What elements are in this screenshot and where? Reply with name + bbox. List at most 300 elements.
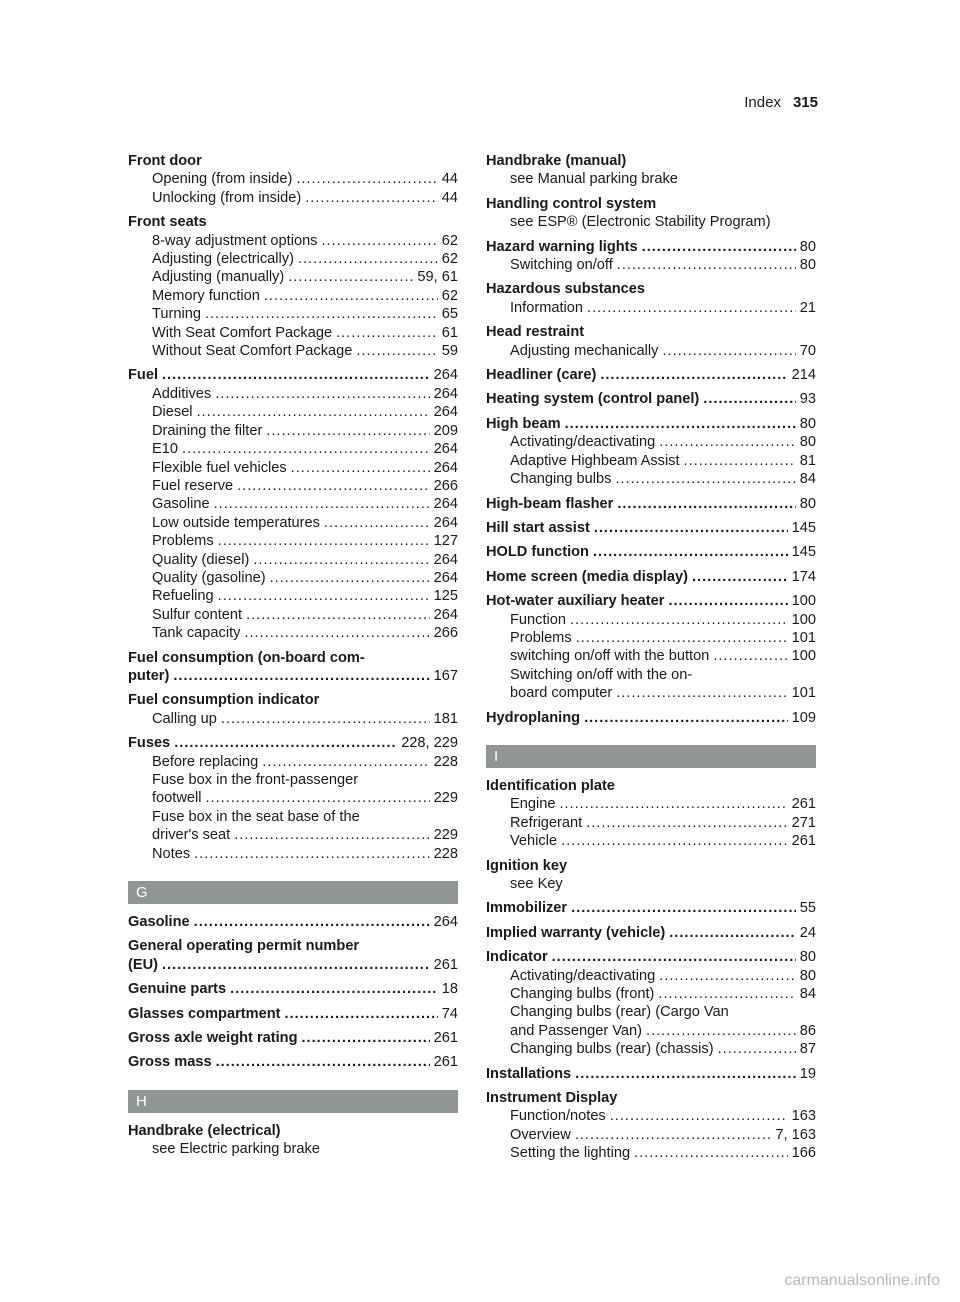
page-reference-link[interactable]: 44 bbox=[441, 189, 458, 206]
index-subentry bbox=[486, 875, 816, 893]
index-subentry bbox=[486, 470, 816, 488]
entry-term: 8-way adjustment options bbox=[152, 232, 318, 249]
dot-leader bbox=[669, 924, 796, 942]
page-reference-link[interactable]: 80 bbox=[799, 434, 816, 451]
dot-leader bbox=[253, 551, 429, 569]
dot-leader bbox=[216, 1053, 430, 1071]
entry-term: Setting the lighting bbox=[510, 1145, 631, 1162]
page-reference-link[interactable]: 167 bbox=[433, 667, 458, 684]
page-reference-link[interactable]: 80 bbox=[799, 238, 816, 255]
page-reference-link[interactable]: 228 bbox=[433, 753, 458, 770]
page-reference-link[interactable]: 93 bbox=[799, 391, 816, 408]
index-subentry bbox=[486, 629, 816, 647]
entry-term: Refueling bbox=[152, 588, 214, 605]
entry-term: High-beam flasher bbox=[486, 495, 614, 512]
index-subentry bbox=[128, 403, 458, 421]
index-entry bbox=[486, 390, 816, 408]
index-subentry bbox=[128, 624, 458, 642]
page-reference-link[interactable]: 80 bbox=[799, 495, 816, 512]
page-reference-link[interactable]: 80 bbox=[799, 949, 816, 966]
dot-leader bbox=[615, 470, 795, 488]
dot-leader bbox=[594, 519, 788, 537]
page-reference-link[interactable]: 181 bbox=[433, 710, 458, 727]
entry-term: Adjusting (manually) bbox=[152, 269, 285, 286]
entry-term: Gasoline bbox=[152, 496, 210, 513]
entry-term: Calling up bbox=[152, 710, 217, 727]
dot-leader bbox=[218, 587, 430, 605]
page-reference-link[interactable]: 264 bbox=[433, 404, 458, 421]
index-subentry bbox=[128, 789, 458, 807]
index-subentry bbox=[486, 256, 816, 274]
entry-term: Turning bbox=[152, 306, 201, 323]
dot-leader bbox=[616, 684, 787, 702]
page-reference-link[interactable]: 80 bbox=[799, 257, 816, 274]
page-reference-link[interactable]: 214 bbox=[791, 367, 816, 384]
dot-leader bbox=[205, 789, 429, 807]
dot-leader bbox=[234, 826, 429, 844]
dot-leader bbox=[552, 948, 796, 966]
page-reference-link[interactable]: 65 bbox=[441, 306, 458, 323]
index-entry bbox=[486, 152, 816, 170]
page-reference-link[interactable]: 7, 163 bbox=[775, 1126, 816, 1143]
entry-term: Activating/deactivating bbox=[510, 434, 656, 451]
index-entry bbox=[128, 1053, 458, 1071]
page-reference-link[interactable]: 81 bbox=[799, 452, 816, 469]
index-entry bbox=[128, 1122, 458, 1140]
dot-leader bbox=[205, 305, 438, 323]
entry-term: Installations bbox=[486, 1065, 572, 1082]
entry-term: Notes bbox=[152, 845, 191, 862]
dot-leader bbox=[194, 913, 430, 931]
index-subentry bbox=[128, 753, 458, 771]
page-reference-link[interactable]: 100 bbox=[791, 611, 816, 628]
entry-term: Handling control system bbox=[486, 195, 657, 212]
entry-term: Changing bulbs (rear) (chassis) bbox=[510, 1041, 714, 1058]
entry-term: driver's seat bbox=[152, 827, 231, 844]
page-reference-link[interactable]: 264 bbox=[433, 441, 458, 458]
index-entry bbox=[486, 568, 816, 586]
dot-leader bbox=[356, 342, 437, 360]
entry-term: Ignition key bbox=[486, 857, 568, 874]
index-subentry bbox=[486, 967, 816, 985]
entry-term: Diesel bbox=[152, 404, 193, 421]
page-header bbox=[744, 94, 818, 111]
page-reference-link[interactable]: 101 bbox=[791, 629, 816, 646]
index-entry bbox=[486, 415, 816, 433]
page-reference-link[interactable]: 228, 229 bbox=[401, 735, 458, 752]
entry-term: Fuel consumption indicator bbox=[128, 692, 320, 709]
entry-term: Information bbox=[510, 299, 584, 316]
index-subentry bbox=[128, 305, 458, 323]
entry-term: Unlocking (from inside) bbox=[152, 189, 302, 206]
entry-term: Gasoline bbox=[128, 914, 190, 931]
entry-term: see Manual parking brake bbox=[510, 171, 678, 188]
entry-term: Low outside temperatures bbox=[152, 514, 320, 531]
index-subentry bbox=[128, 170, 458, 188]
index-subentry bbox=[128, 287, 458, 305]
entry-term: Switching on/off with the on- bbox=[510, 666, 693, 683]
entry-term: Adaptive Highbeam Assist bbox=[510, 452, 680, 469]
dot-leader bbox=[561, 832, 788, 850]
dot-leader bbox=[291, 459, 430, 477]
dot-leader bbox=[194, 845, 430, 863]
index-entry bbox=[486, 323, 816, 341]
page-reference-link[interactable]: 24 bbox=[799, 924, 816, 941]
header-section-label: Index bbox=[744, 94, 781, 111]
dot-leader bbox=[214, 495, 430, 513]
dot-leader bbox=[634, 1144, 788, 1162]
index-subentry bbox=[128, 342, 458, 360]
index-subentry bbox=[128, 606, 458, 624]
entry-term: see Key bbox=[510, 876, 563, 892]
entry-term: Gross mass bbox=[128, 1054, 212, 1071]
page-reference-link[interactable]: 62 bbox=[441, 232, 458, 249]
index-entry bbox=[486, 543, 816, 561]
entry-term: Implied warranty (vehicle) bbox=[486, 924, 666, 941]
dot-leader bbox=[270, 569, 430, 587]
index-entry bbox=[128, 366, 458, 384]
dot-leader bbox=[321, 232, 437, 250]
index-entry bbox=[128, 667, 458, 685]
entry-term: and Passenger Van) bbox=[510, 1022, 642, 1039]
entry-term: see ESP® (Electronic Stability Program) bbox=[510, 214, 771, 231]
entry-term: Handbrake (electrical) bbox=[128, 1122, 281, 1139]
entry-term: With Seat Comfort Package bbox=[152, 324, 333, 341]
dot-leader bbox=[575, 1065, 796, 1083]
page-reference-link[interactable]: 86 bbox=[799, 1022, 816, 1039]
page-reference-link[interactable]: 125 bbox=[433, 588, 458, 605]
index-subentry bbox=[128, 1140, 458, 1158]
dot-leader bbox=[575, 1126, 772, 1144]
index-subentry bbox=[128, 587, 458, 605]
entry-term: Problems bbox=[510, 629, 572, 646]
index-subentry bbox=[486, 1126, 816, 1144]
entry-term: Function/notes bbox=[510, 1108, 606, 1125]
page-reference-link[interactable]: 59, 61 bbox=[417, 269, 458, 286]
index-entry bbox=[486, 238, 816, 256]
page-reference-link[interactable]: 84 bbox=[799, 471, 816, 488]
section-letter-header: H bbox=[128, 1090, 458, 1113]
dot-leader bbox=[302, 1029, 430, 1047]
entry-term: Immobilizer bbox=[486, 900, 568, 917]
page-reference-link[interactable]: 59 bbox=[441, 343, 458, 360]
page-reference-link[interactable]: 264 bbox=[433, 385, 458, 402]
section-letter-header: G bbox=[128, 881, 458, 904]
index-subentry bbox=[486, 985, 816, 1003]
entry-term: Opening (from inside) bbox=[152, 171, 293, 188]
index-entry bbox=[486, 495, 816, 513]
index-entry bbox=[128, 913, 458, 931]
dot-leader bbox=[162, 956, 430, 974]
page-number: 315 bbox=[792, 94, 818, 111]
entry-term: Glasses compartment bbox=[128, 1005, 281, 1022]
dot-leader bbox=[584, 709, 788, 727]
index-entry bbox=[128, 734, 458, 752]
entry-term: switching on/off with the button bbox=[510, 648, 710, 665]
index-subentry bbox=[128, 324, 458, 342]
dot-leader bbox=[570, 611, 788, 629]
index-entry bbox=[486, 1065, 816, 1083]
dot-leader bbox=[285, 1005, 438, 1023]
page-reference-link[interactable]: 266 bbox=[433, 625, 458, 642]
index-subentry bbox=[486, 832, 816, 850]
dot-leader bbox=[218, 532, 430, 550]
index-entry bbox=[128, 213, 458, 231]
dot-leader bbox=[658, 985, 795, 1003]
dot-leader bbox=[668, 592, 787, 610]
index-subentry bbox=[486, 684, 816, 702]
dot-leader bbox=[617, 256, 796, 274]
entry-term: Front seats bbox=[128, 214, 207, 231]
dot-leader bbox=[718, 1040, 796, 1058]
page-reference-link[interactable]: 70 bbox=[799, 342, 816, 359]
entry-term: Heating system (control panel) bbox=[486, 391, 700, 408]
index-subentry bbox=[128, 551, 458, 569]
section-letter-header: I bbox=[486, 745, 816, 768]
page-reference-link[interactable]: 229 bbox=[433, 827, 458, 844]
entry-term: Fuel reserve bbox=[152, 477, 234, 494]
index-subentry bbox=[128, 422, 458, 440]
dot-leader bbox=[617, 495, 795, 513]
index-subentry bbox=[486, 1003, 816, 1021]
entry-term: Fuse box in the seat base of the bbox=[152, 808, 360, 825]
page-reference-link[interactable]: 228 bbox=[433, 845, 458, 862]
dot-leader bbox=[215, 385, 429, 403]
page-reference-link[interactable]: 264 bbox=[433, 367, 458, 384]
index-subentry bbox=[128, 232, 458, 250]
entry-term: Overview bbox=[510, 1126, 571, 1143]
index-subentry bbox=[128, 514, 458, 532]
index-entry bbox=[486, 519, 816, 537]
dot-leader bbox=[296, 170, 437, 188]
page-reference-link[interactable]: 261 bbox=[791, 833, 816, 850]
index-subentry bbox=[486, 1144, 816, 1162]
index-subentry bbox=[128, 495, 458, 513]
index-subentry bbox=[128, 710, 458, 728]
page-reference-link[interactable]: 80 bbox=[799, 415, 816, 432]
index-subentry bbox=[128, 189, 458, 207]
entry-term: Hazard warning lights bbox=[486, 238, 638, 255]
index-subentry bbox=[128, 385, 458, 403]
page-reference-link[interactable]: 44 bbox=[441, 171, 458, 188]
entry-term: Quality (diesel) bbox=[152, 551, 250, 568]
entry-term: HOLD function bbox=[486, 544, 589, 561]
index-subentry bbox=[486, 795, 816, 813]
index-subentry bbox=[128, 268, 458, 286]
page-reference-link[interactable]: 55 bbox=[799, 900, 816, 917]
dot-leader bbox=[659, 433, 796, 451]
dot-leader bbox=[221, 710, 430, 728]
page-reference-link[interactable]: 261 bbox=[433, 1030, 458, 1047]
dot-leader bbox=[298, 250, 438, 268]
page-reference-link[interactable]: 19 bbox=[799, 1065, 816, 1082]
entry-term: Identification plate bbox=[486, 777, 615, 794]
index-entry bbox=[128, 691, 458, 709]
dot-leader bbox=[571, 899, 796, 917]
page-reference-link[interactable]: 264 bbox=[433, 606, 458, 623]
page-reference-link[interactable]: 62 bbox=[441, 251, 458, 268]
entry-term: Changing bulbs (front) bbox=[510, 986, 655, 1003]
entry-term: Flexible fuel vehicles bbox=[152, 459, 287, 476]
page-reference-link[interactable]: 84 bbox=[799, 986, 816, 1003]
index-entry bbox=[486, 366, 816, 384]
dot-leader bbox=[162, 366, 430, 384]
entry-term: General operating permit number bbox=[128, 938, 360, 955]
dot-leader bbox=[305, 189, 438, 207]
dot-leader bbox=[586, 814, 787, 832]
dot-leader bbox=[587, 299, 796, 317]
page-reference-link[interactable]: 264 bbox=[433, 551, 458, 568]
page-reference-link[interactable]: 264 bbox=[433, 496, 458, 513]
dot-leader bbox=[266, 422, 429, 440]
index-entry bbox=[486, 592, 816, 610]
entry-term: Switching on/off bbox=[510, 257, 613, 274]
page-reference-link[interactable]: 264 bbox=[433, 459, 458, 476]
page-reference-link[interactable]: 101 bbox=[791, 685, 816, 702]
index-entry bbox=[128, 980, 458, 998]
entry-term: Changing bulbs (rear) (Cargo Van bbox=[510, 1004, 729, 1021]
index-column-right bbox=[486, 152, 816, 1163]
page-reference-link[interactable]: 261 bbox=[791, 796, 816, 813]
entry-term: Draining the filter bbox=[152, 422, 263, 439]
page-reference-link[interactable]: 100 bbox=[791, 648, 816, 665]
index-entry bbox=[128, 1005, 458, 1023]
page-reference-link[interactable]: 229 bbox=[433, 790, 458, 807]
index-entry bbox=[486, 1089, 816, 1107]
entry-term: Head restraint bbox=[486, 324, 585, 341]
dot-leader bbox=[692, 568, 788, 586]
index-entry bbox=[128, 1029, 458, 1047]
index-entry bbox=[486, 857, 816, 875]
entry-term: Problems bbox=[152, 533, 214, 550]
index-subentry bbox=[128, 459, 458, 477]
entry-term: Additives bbox=[152, 385, 212, 402]
dot-leader bbox=[713, 647, 787, 665]
dot-leader bbox=[324, 514, 430, 532]
dot-leader bbox=[244, 624, 429, 642]
index-subentry bbox=[486, 170, 816, 188]
index-subentry bbox=[486, 1107, 816, 1125]
entry-term: Fuse box in the front-passenger bbox=[152, 772, 359, 788]
entry-term: (EU) bbox=[128, 956, 158, 973]
page-reference-link[interactable]: 62 bbox=[441, 287, 458, 304]
dot-leader bbox=[336, 324, 438, 342]
entry-term: Hill start assist bbox=[486, 519, 590, 536]
index-subentry bbox=[486, 814, 816, 832]
entry-term: Refrigerant bbox=[510, 814, 583, 831]
index-entry bbox=[486, 924, 816, 942]
page-reference-link[interactable]: 127 bbox=[433, 533, 458, 550]
entry-term: Hot-water auxiliary heater bbox=[486, 593, 665, 610]
entry-term: Indicator bbox=[486, 949, 548, 966]
page-reference-link[interactable]: 87 bbox=[799, 1041, 816, 1058]
index-subentry bbox=[486, 452, 816, 470]
index-subentry bbox=[128, 845, 458, 863]
entry-term: Home screen (media display) bbox=[486, 568, 688, 585]
entry-term: Fuel bbox=[128, 367, 158, 384]
index-entry bbox=[486, 280, 816, 298]
entry-term: Activating/deactivating bbox=[510, 967, 656, 984]
dot-leader bbox=[173, 667, 429, 685]
dot-leader bbox=[662, 342, 795, 360]
entry-term: Quality (gasoline) bbox=[152, 569, 266, 586]
entry-term: Front door bbox=[128, 153, 202, 169]
page-reference-link[interactable]: 100 bbox=[791, 593, 816, 610]
page-reference-link[interactable]: 264 bbox=[433, 514, 458, 531]
page-reference-link[interactable]: 21 bbox=[799, 299, 816, 316]
entry-term: see Electric parking brake bbox=[152, 1141, 320, 1158]
index-subentry bbox=[486, 1040, 816, 1058]
page-reference-link[interactable]: 261 bbox=[433, 1054, 458, 1071]
entry-term: Tank capacity bbox=[152, 625, 241, 642]
entry-term: footwell bbox=[152, 790, 202, 807]
index-subentry bbox=[128, 250, 458, 268]
index-entry bbox=[128, 152, 458, 170]
index-column-left bbox=[128, 152, 458, 1159]
page-reference-link[interactable]: 261 bbox=[433, 956, 458, 973]
dot-leader bbox=[559, 795, 787, 813]
entry-term: High beam bbox=[486, 415, 561, 432]
page-reference-link[interactable]: 264 bbox=[433, 914, 458, 931]
page-reference-link[interactable]: 109 bbox=[791, 709, 816, 726]
entry-term: Handbrake (manual) bbox=[486, 153, 627, 169]
dot-leader bbox=[610, 1107, 788, 1125]
index-entry bbox=[128, 649, 458, 667]
page-reference-link[interactable]: 80 bbox=[799, 967, 816, 984]
dot-leader bbox=[600, 366, 787, 384]
index-subentry bbox=[128, 771, 458, 789]
entry-term: Before replacing bbox=[152, 753, 259, 770]
page-reference-link[interactable]: 145 bbox=[791, 544, 816, 561]
page-reference-link[interactable]: 271 bbox=[791, 814, 816, 831]
page-reference-link[interactable]: 61 bbox=[441, 324, 458, 341]
page-reference-link[interactable]: 264 bbox=[433, 569, 458, 586]
entry-term: Without Seat Comfort Package bbox=[152, 343, 353, 360]
dot-leader bbox=[576, 629, 788, 647]
entry-term: Hydroplaning bbox=[486, 709, 581, 726]
dot-leader bbox=[642, 238, 796, 256]
index-subentry bbox=[128, 477, 458, 495]
page-reference-link[interactable]: 163 bbox=[791, 1108, 816, 1125]
page-reference-link[interactable]: 209 bbox=[433, 422, 458, 439]
dot-leader bbox=[684, 452, 796, 470]
page-reference-link[interactable]: 166 bbox=[791, 1145, 816, 1162]
index-entry bbox=[128, 956, 458, 974]
index-subentry bbox=[128, 808, 458, 826]
dot-leader bbox=[174, 734, 397, 752]
index-entry bbox=[486, 777, 816, 795]
dot-leader bbox=[565, 415, 796, 433]
index-subentry bbox=[486, 342, 816, 360]
index-subentry bbox=[486, 666, 816, 684]
dot-leader bbox=[288, 268, 413, 286]
entry-term: Function bbox=[510, 611, 566, 628]
entry-term: Vehicle bbox=[510, 833, 558, 850]
page-reference-link[interactable]: 266 bbox=[433, 477, 458, 494]
page-reference-link[interactable]: 74 bbox=[441, 1005, 458, 1022]
watermark: carmanualsonline.info bbox=[784, 1272, 940, 1289]
dot-leader bbox=[230, 980, 438, 998]
index-subentry bbox=[486, 647, 816, 665]
dot-leader bbox=[703, 390, 795, 408]
dot-leader bbox=[237, 477, 430, 495]
page-reference-link[interactable]: 18 bbox=[441, 981, 458, 998]
entry-term: Fuel consumption (on-board com- bbox=[128, 649, 365, 666]
entry-term: Sulfur content bbox=[152, 606, 243, 623]
page-reference-link[interactable]: 145 bbox=[791, 519, 816, 536]
page-reference-link[interactable]: 174 bbox=[791, 568, 816, 585]
entry-term: Memory function bbox=[152, 287, 260, 304]
